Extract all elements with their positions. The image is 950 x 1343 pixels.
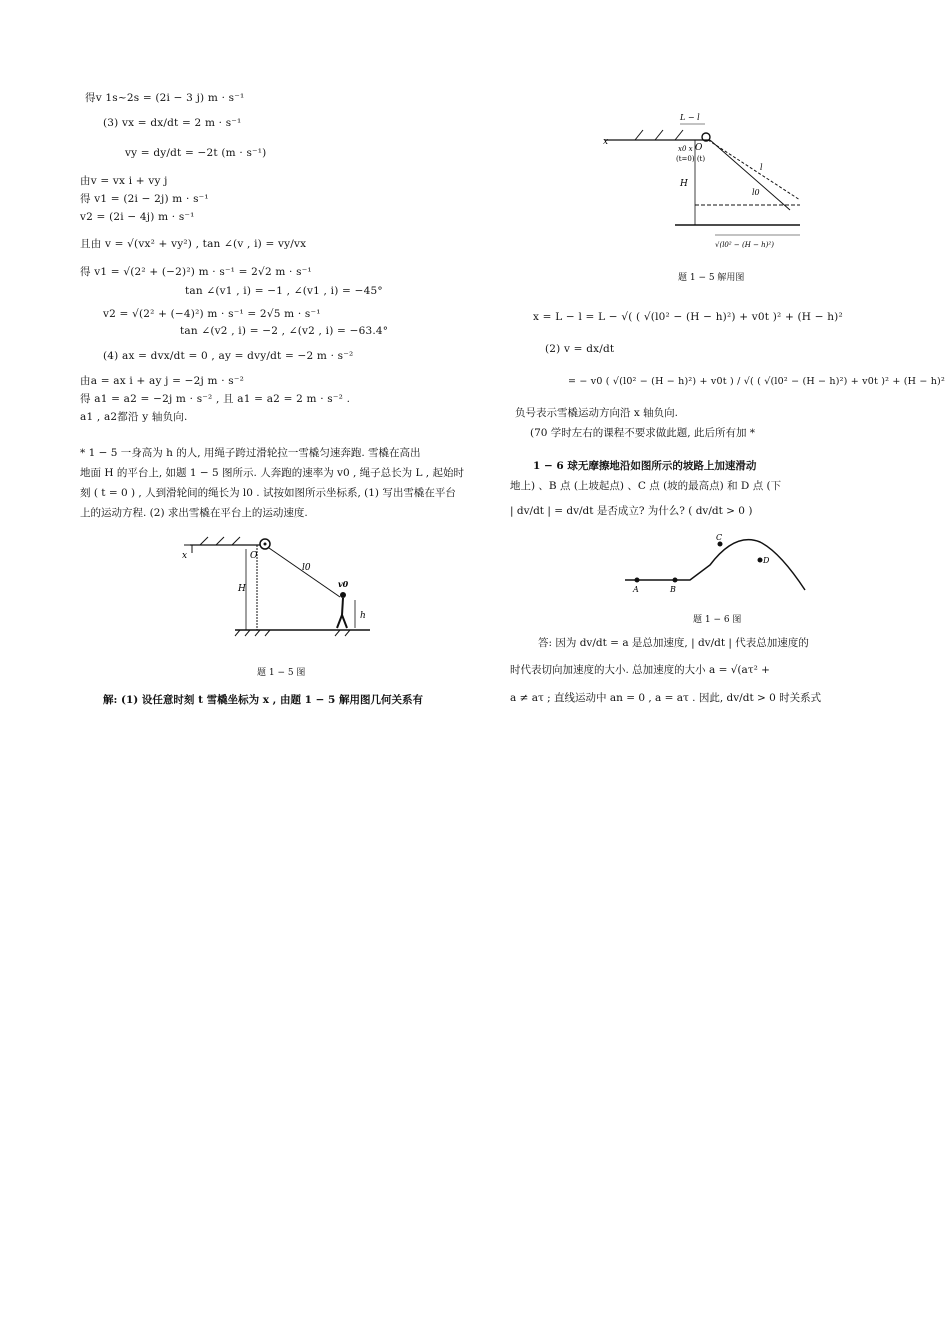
figure-caption: 题 1 − 5 解用图 — [678, 273, 745, 283]
right-column — [500, 0, 950, 1343]
eq-line: 得 a1 = a2 = −2j m · s⁻² , 且 a1 = a2 = 2 m · s⁻² . — [80, 393, 351, 405]
eq-line: 由a = ax i + ay j = −2j m · s⁻² — [80, 375, 245, 387]
figure-1-5 — [180, 525, 380, 645]
eq-line: v2 = (2i − 4j) m · s⁻¹ — [80, 211, 195, 223]
note-line: (70 学时左右的课程不要求做此题, 此后所有加 * — [530, 427, 756, 439]
problem-1-5-line: * 1 − 5 一身高为 h 的人, 用绳子跨过滑轮拉一雪橇匀速奔跑. 雪橇在高出 — [80, 447, 421, 459]
origin-label: O — [250, 551, 258, 561]
height-H-label: H — [238, 584, 246, 594]
figure-caption: 题 1 − 5 图 — [257, 668, 306, 678]
answer-line: 答: 因为 dv/dt = a 是总加速度, | dv/dt | 代表总加速度的 — [538, 637, 809, 649]
eq-line: 得 v1 = √(2² + (−2)²) m · s⁻¹ = 2√2 m · s⁻¹ — [80, 266, 312, 278]
eq-line: (3) vx = dx/dt = 2 m · s⁻¹ — [103, 117, 242, 129]
eq-line: (4) ax = dvx/dt = 0 , ay = dvy/dt = −2 m · s⁻² — [103, 350, 354, 362]
eq-line: tan ∠(v1 , i) = −1 , ∠(v1 , i) = −45° — [185, 285, 383, 297]
eq-line: = − v0 ( √(l0² − (H − h)²) + v0t ) / √( ( √(l0² − (H − h)²) + v0t )² + (H − h)² — [568, 376, 945, 387]
eq-line: v2 = √(2² + (−4)²) m · s⁻¹ = 2√5 m · s⁻¹ — [103, 308, 321, 320]
problem-1-6-line: 地上) 、B 点 (上坡起点) 、C 点 (坡的最高点) 和 D 点 (下 — [510, 480, 782, 492]
eq-line: a1 , a2都沿 y 轴负向. — [80, 411, 188, 423]
eq-line: 得 v1 = (2i − 2j) m · s⁻¹ — [80, 193, 209, 205]
problem-1-5-line: 地面 H 的平台上, 如题 1 − 5 图所示. 人奔跑的速率为 v0 , 绳子总长为 L , 起始时 — [80, 467, 464, 479]
point-C — [718, 542, 723, 547]
rope-label: l0 — [302, 563, 311, 573]
eq-line: x = L − l = L − √( ( √(l0² − (H − h)²) + v0t )² + (H − h)² — [533, 311, 843, 323]
problem-1-6-line: 1 − 6 球无摩擦地沿如图所示的坡路上加速滑动 — [533, 460, 757, 472]
answer-line: a ≠ aτ ; 直线运动中 an = 0 , a = aτ . 因此, dv/dt > 0 时关系式 — [510, 692, 822, 704]
rope-l0-label: l0 — [752, 188, 760, 197]
figure-caption: 题 1 − 6 图 — [693, 615, 742, 625]
eq-line: 且由 v = √(vx² + vy²) , tan ∠(v , i) = vy/vx — [80, 238, 307, 250]
bottom-label: √(l0² − (H − h)²) — [715, 241, 774, 249]
figure-1-5-solution — [600, 100, 800, 260]
x0x-label: x0 x — [678, 145, 693, 153]
note-line: 负号表示雪橇运动方向沿 x 轴负向. — [515, 407, 678, 419]
eq-line: 得v 1s~2s = (2i − 3 j) m · s⁻¹ — [85, 92, 245, 104]
point-D — [758, 558, 763, 563]
velocity-label: v0 — [338, 579, 349, 589]
height-H-label: H — [680, 179, 688, 189]
label-B: B — [670, 585, 676, 594]
person-icon — [340, 592, 346, 598]
point-B — [673, 578, 678, 583]
origin-label: O — [695, 143, 703, 153]
length-label: L − l — [680, 113, 700, 122]
time-label: (t=0) (t) — [676, 155, 706, 163]
eq-line: (2) v = dx/dt — [545, 343, 615, 355]
problem-1-5-line: 上的运动方程. (2) 求出雪橇在平台上的运动速度. — [80, 507, 308, 519]
label-A: A — [633, 585, 639, 594]
eq-line: tan ∠(v2 , i) = −2 , ∠(v2 , i) = −63.4° — [180, 325, 389, 337]
eq-line: vy = dy/dt = −2t (m · s⁻¹) — [125, 147, 267, 159]
rope-l-label: l — [760, 163, 763, 172]
figure-1-6 — [620, 530, 820, 610]
problem-1-6-line: | dv/dt | = dv/dt 是否成立? 为什么? ( dv/dt > 0 ) — [510, 505, 753, 517]
problem-1-5-line: 刻 ( t = 0 ) , 人到滑轮间的绳长为 l0 . 试按如图所示坐标系, (1) 写出雪橇在平台 — [80, 487, 456, 499]
x-axis-label: x — [603, 137, 609, 147]
x-axis-label: x — [182, 551, 188, 561]
label-C: C — [716, 533, 723, 542]
point-A — [635, 578, 640, 583]
label-D: D — [763, 556, 770, 565]
height-h-label: h — [360, 611, 366, 621]
answer-line: 时代表切向加速度的大小. 总加速度的大小 a = √(aτ² + — [510, 664, 770, 676]
eq-line: 由v = vx i + vy j — [80, 175, 168, 187]
solution-line: 解: (1) 设任意时刻 t 雪橇坐标为 x , 由题 1 − 5 解用图几何关系有 — [103, 694, 424, 706]
